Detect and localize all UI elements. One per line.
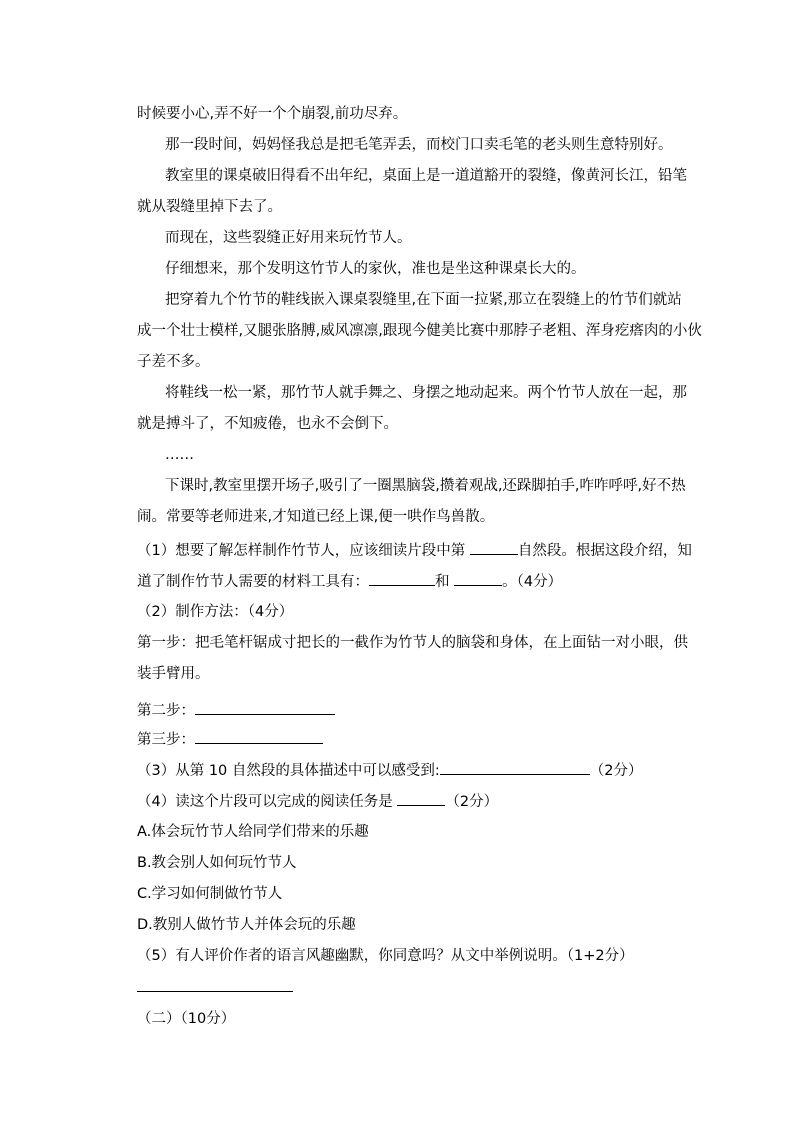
passage-line: 成一个壮士模样,又腿张胳膊,威风凛凛,跟现今健美比赛中那脖子老粗、浑身疙瘩肉的小伙 (137, 323, 702, 339)
option-a: A.体会玩竹节人给同学们带来的乐趣 (137, 824, 369, 840)
answer-line-question-5[interactable] (137, 991, 293, 992)
passage-line: 子差不多。 (137, 354, 210, 370)
question-1-text-b: 自然段。根据这段介绍，知 (517, 543, 692, 559)
passage-line: 时候要小心,弄不好一个个崩裂,前功尽弃。 (137, 106, 408, 122)
step-2-row (137, 700, 335, 721)
question-1-line-2 (137, 571, 562, 592)
question-1-line-1 (137, 540, 692, 561)
passage-ellipsis: …… (165, 447, 194, 463)
option-b: B.教会别人如何玩竹节人 (137, 855, 297, 871)
option-d: D.教别人做竹节人并体会玩的乐趣 (137, 917, 356, 933)
step-2-label: 第二步： (137, 703, 195, 719)
question-4-text: （4）读这个片段可以完成的阅读任务是 (137, 794, 398, 810)
question-1-text-d: 和 (435, 574, 455, 590)
question-1-text-e: 。（4分） (502, 574, 563, 590)
question-3-score: （2分） (589, 763, 643, 779)
question-4-score: （2分） (445, 794, 499, 810)
answer-blank-step-3[interactable] (195, 729, 323, 744)
passage-line: 就从裂缝里掉下去了。 (137, 199, 282, 215)
question-3 (137, 760, 643, 781)
step-1-line-1: 第一步：把毛笔杆锯成寸把长的一截作为竹节人的脑袋和身体，在上面钻一对小眼，供 (137, 635, 688, 651)
question-1-text-c: 道了制作竹节人需要的材料工具有： (137, 574, 369, 590)
question-4 (137, 791, 498, 812)
passage-line: 就是搏斗了，不知疲倦，也永不会倒下。 (137, 416, 398, 432)
option-c: C.学习如何制做竹节人 (137, 886, 283, 902)
answer-blank-step-2[interactable] (195, 700, 335, 715)
passage-line: 将鞋线一松一紧，那竹节人就手舞之、身摆之地动起来。两个竹节人放在一起，那 (165, 385, 687, 401)
question-1-text-a: （1）想要了解怎样制作竹节人，应该细读片段中第 (137, 543, 470, 559)
passage-line: 仔细想来，那个发明这竹节人的家伙，准也是坐这种课桌长大的。 (165, 261, 586, 277)
passage-line: 而现在，这些裂缝正好用来玩竹节人。 (165, 230, 412, 246)
answer-blank-question-3[interactable] (440, 760, 590, 775)
passage-line: 闹。常要等老师进来,才知道已经上课,便一哄作鸟兽散。 (137, 509, 495, 525)
question-5: （5）有人评价作者的语言风趣幽默，你同意吗？从文中举例说明。（1+2分） (137, 948, 634, 964)
answer-blank-paragraph-number[interactable] (470, 540, 518, 555)
passage-line: 下课时,教室里摆开场子,吸引了一圈黑脑袋,攒着观战,还跺脚拍手,咋咋呼呼,好不热 (165, 478, 686, 494)
step-1-line-2: 装手臂用。 (137, 666, 210, 682)
step-3-label: 第三步： (137, 732, 195, 748)
answer-blank-material-2[interactable] (454, 571, 502, 586)
question-2: （2）制作方法：（4分） (137, 604, 294, 620)
answer-blank-question-4[interactable] (397, 791, 445, 806)
passage-line: 教室里的课桌破旧得看不出年纪，桌面上是一道道豁开的裂缝，像黄河长江，铅笔 (165, 168, 687, 184)
passage-line: 那一段时间，妈妈怪我总是把毛笔弄丢，而校门口卖毛笔的老头则生意特别好。 (165, 137, 673, 153)
section-2-heading: （二）（10分） (137, 1011, 236, 1027)
step-3-row (137, 729, 323, 750)
passage-line: 把穿着九个竹节的鞋线嵌入课桌裂缝里,在下面一拉紧,那立在裂缝上的竹节们就站 (165, 292, 682, 308)
answer-blank-material-1[interactable] (369, 571, 435, 586)
question-3-text: （3）从第 10 自然段的具体描述中可以感受到: (137, 763, 440, 779)
